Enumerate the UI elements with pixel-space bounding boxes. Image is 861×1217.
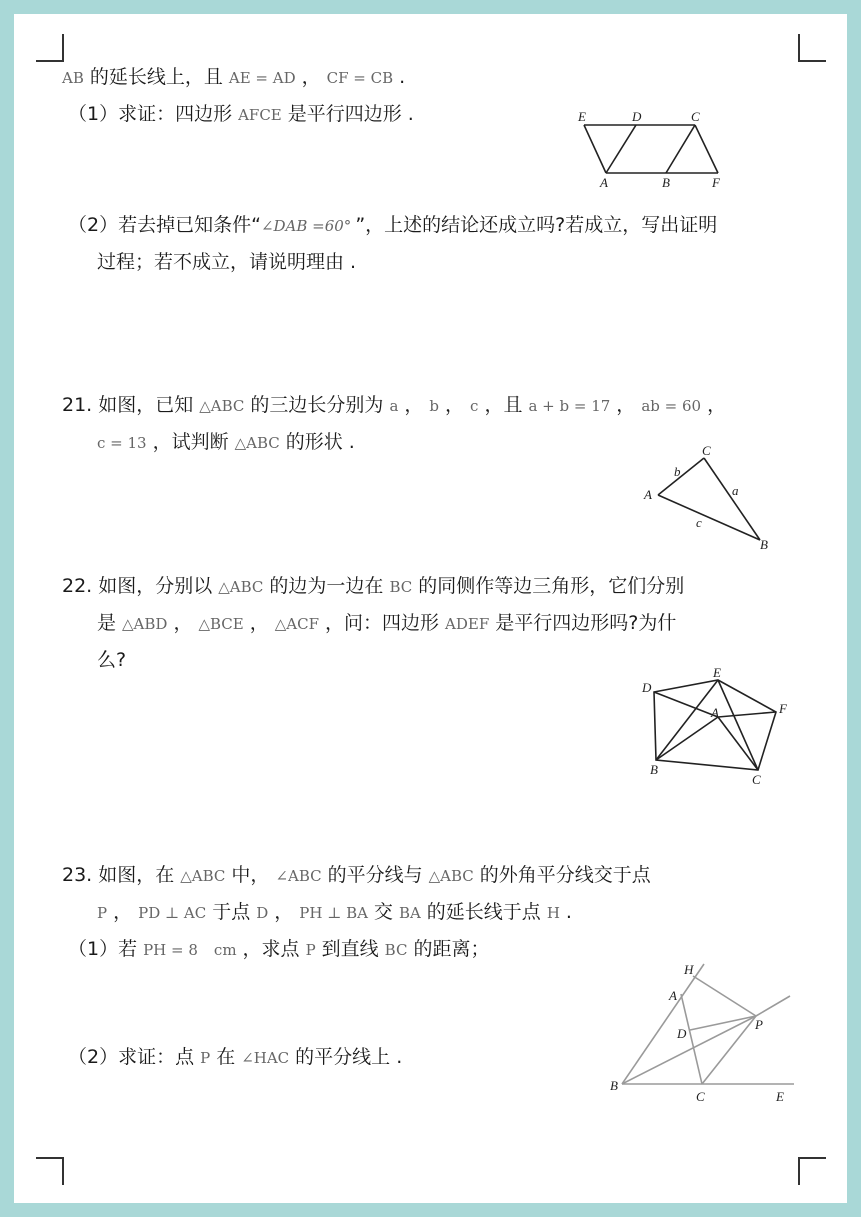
q21-label-a: a: [732, 483, 739, 498]
q23-line1: 23. 如图，在 △ABC 中， ∠ABC 的平分线与 △ABC 的外角平分线交于点: [62, 864, 651, 886]
crop-mark-top-right: [798, 34, 826, 62]
q20-line1: AB 的延长线上，且 AE = AD ， CF = CB .: [62, 66, 406, 88]
q23-part2: （2）求证：点 P 在 ∠HAC 的平分线上 .: [68, 1046, 403, 1068]
q22-equilateral-triangles-figure: [636, 660, 796, 790]
q20-label-B: B: [662, 175, 670, 190]
crop-mark-top-left: [36, 34, 64, 62]
q23-line2: P ， PD ⊥ AC 于点 D ， PH ⊥ BA 交 BA 的延长线于点 H .: [97, 901, 572, 923]
q23-label-E: E: [776, 1089, 784, 1104]
q22-line1: 22. 如图，分别以 △ABC 的边为一边在 BC 的同侧作等边三角形，它们分别: [62, 575, 685, 597]
q22-label-F: F: [779, 701, 787, 716]
q20-part2-line1: （2）若去掉已知条件“∠DAB =60° ”，上述的结论还成立吗?若成立，写出证明: [68, 214, 718, 236]
q21-label-b: b: [674, 464, 681, 479]
q20-label-E: E: [578, 109, 586, 124]
q23-label-H: H: [684, 962, 694, 977]
q22-label-C: C: [752, 772, 761, 787]
q21-line2: c = 13 ，试判断 △ABC 的形状 .: [97, 431, 355, 453]
crop-mark-bottom-right: [798, 1157, 826, 1185]
q20-part2-line2: 过程；若不成立，请说明理由 .: [97, 251, 357, 273]
q22-line3: 么?: [97, 649, 127, 671]
q20-label-A: A: [600, 175, 608, 190]
q23-label-A: A: [669, 988, 677, 1003]
q22-label-A: A: [711, 705, 719, 720]
q20-label-C: C: [691, 109, 700, 124]
q21-label-c: c: [696, 515, 702, 530]
q23-part1: （1）若 PH = 8 cm ，求点 P 到直线 BC 的距离；: [68, 938, 490, 960]
crop-mark-bottom-left: [36, 1157, 64, 1185]
q23-label-D: D: [677, 1026, 687, 1041]
q23-label-B: B: [610, 1078, 618, 1093]
q21-triangle-figure: [638, 440, 778, 555]
q21-label-A: A: [644, 487, 652, 502]
q23-label-P: P: [755, 1017, 763, 1032]
q22-line2: 是 △ABD ， △BCE ， △ACF ，问：四边形 ADEF 是平行四边形吗?为什: [97, 612, 677, 634]
q21-label-B: B: [760, 537, 768, 552]
q20-parallelogram-figure: [570, 105, 730, 193]
q20-label-D: D: [632, 109, 642, 124]
q20-part1: （1）求证：四边形 AFCE 是平行四边形 .: [68, 103, 414, 125]
q22-label-E: E: [713, 665, 721, 680]
q23-angle-bisector-figure: [606, 958, 801, 1108]
q22-label-D: D: [642, 680, 652, 695]
q20-label-F: F: [712, 175, 720, 190]
q21-line1: 21. 如图，已知 △ABC 的三边长分别为 a ， b ， c ，且 a + b = 17 ， ab = 60 ，: [62, 394, 727, 416]
q21-label-C: C: [702, 443, 711, 458]
q22-label-B: B: [650, 762, 658, 777]
q23-label-C: C: [696, 1089, 705, 1104]
